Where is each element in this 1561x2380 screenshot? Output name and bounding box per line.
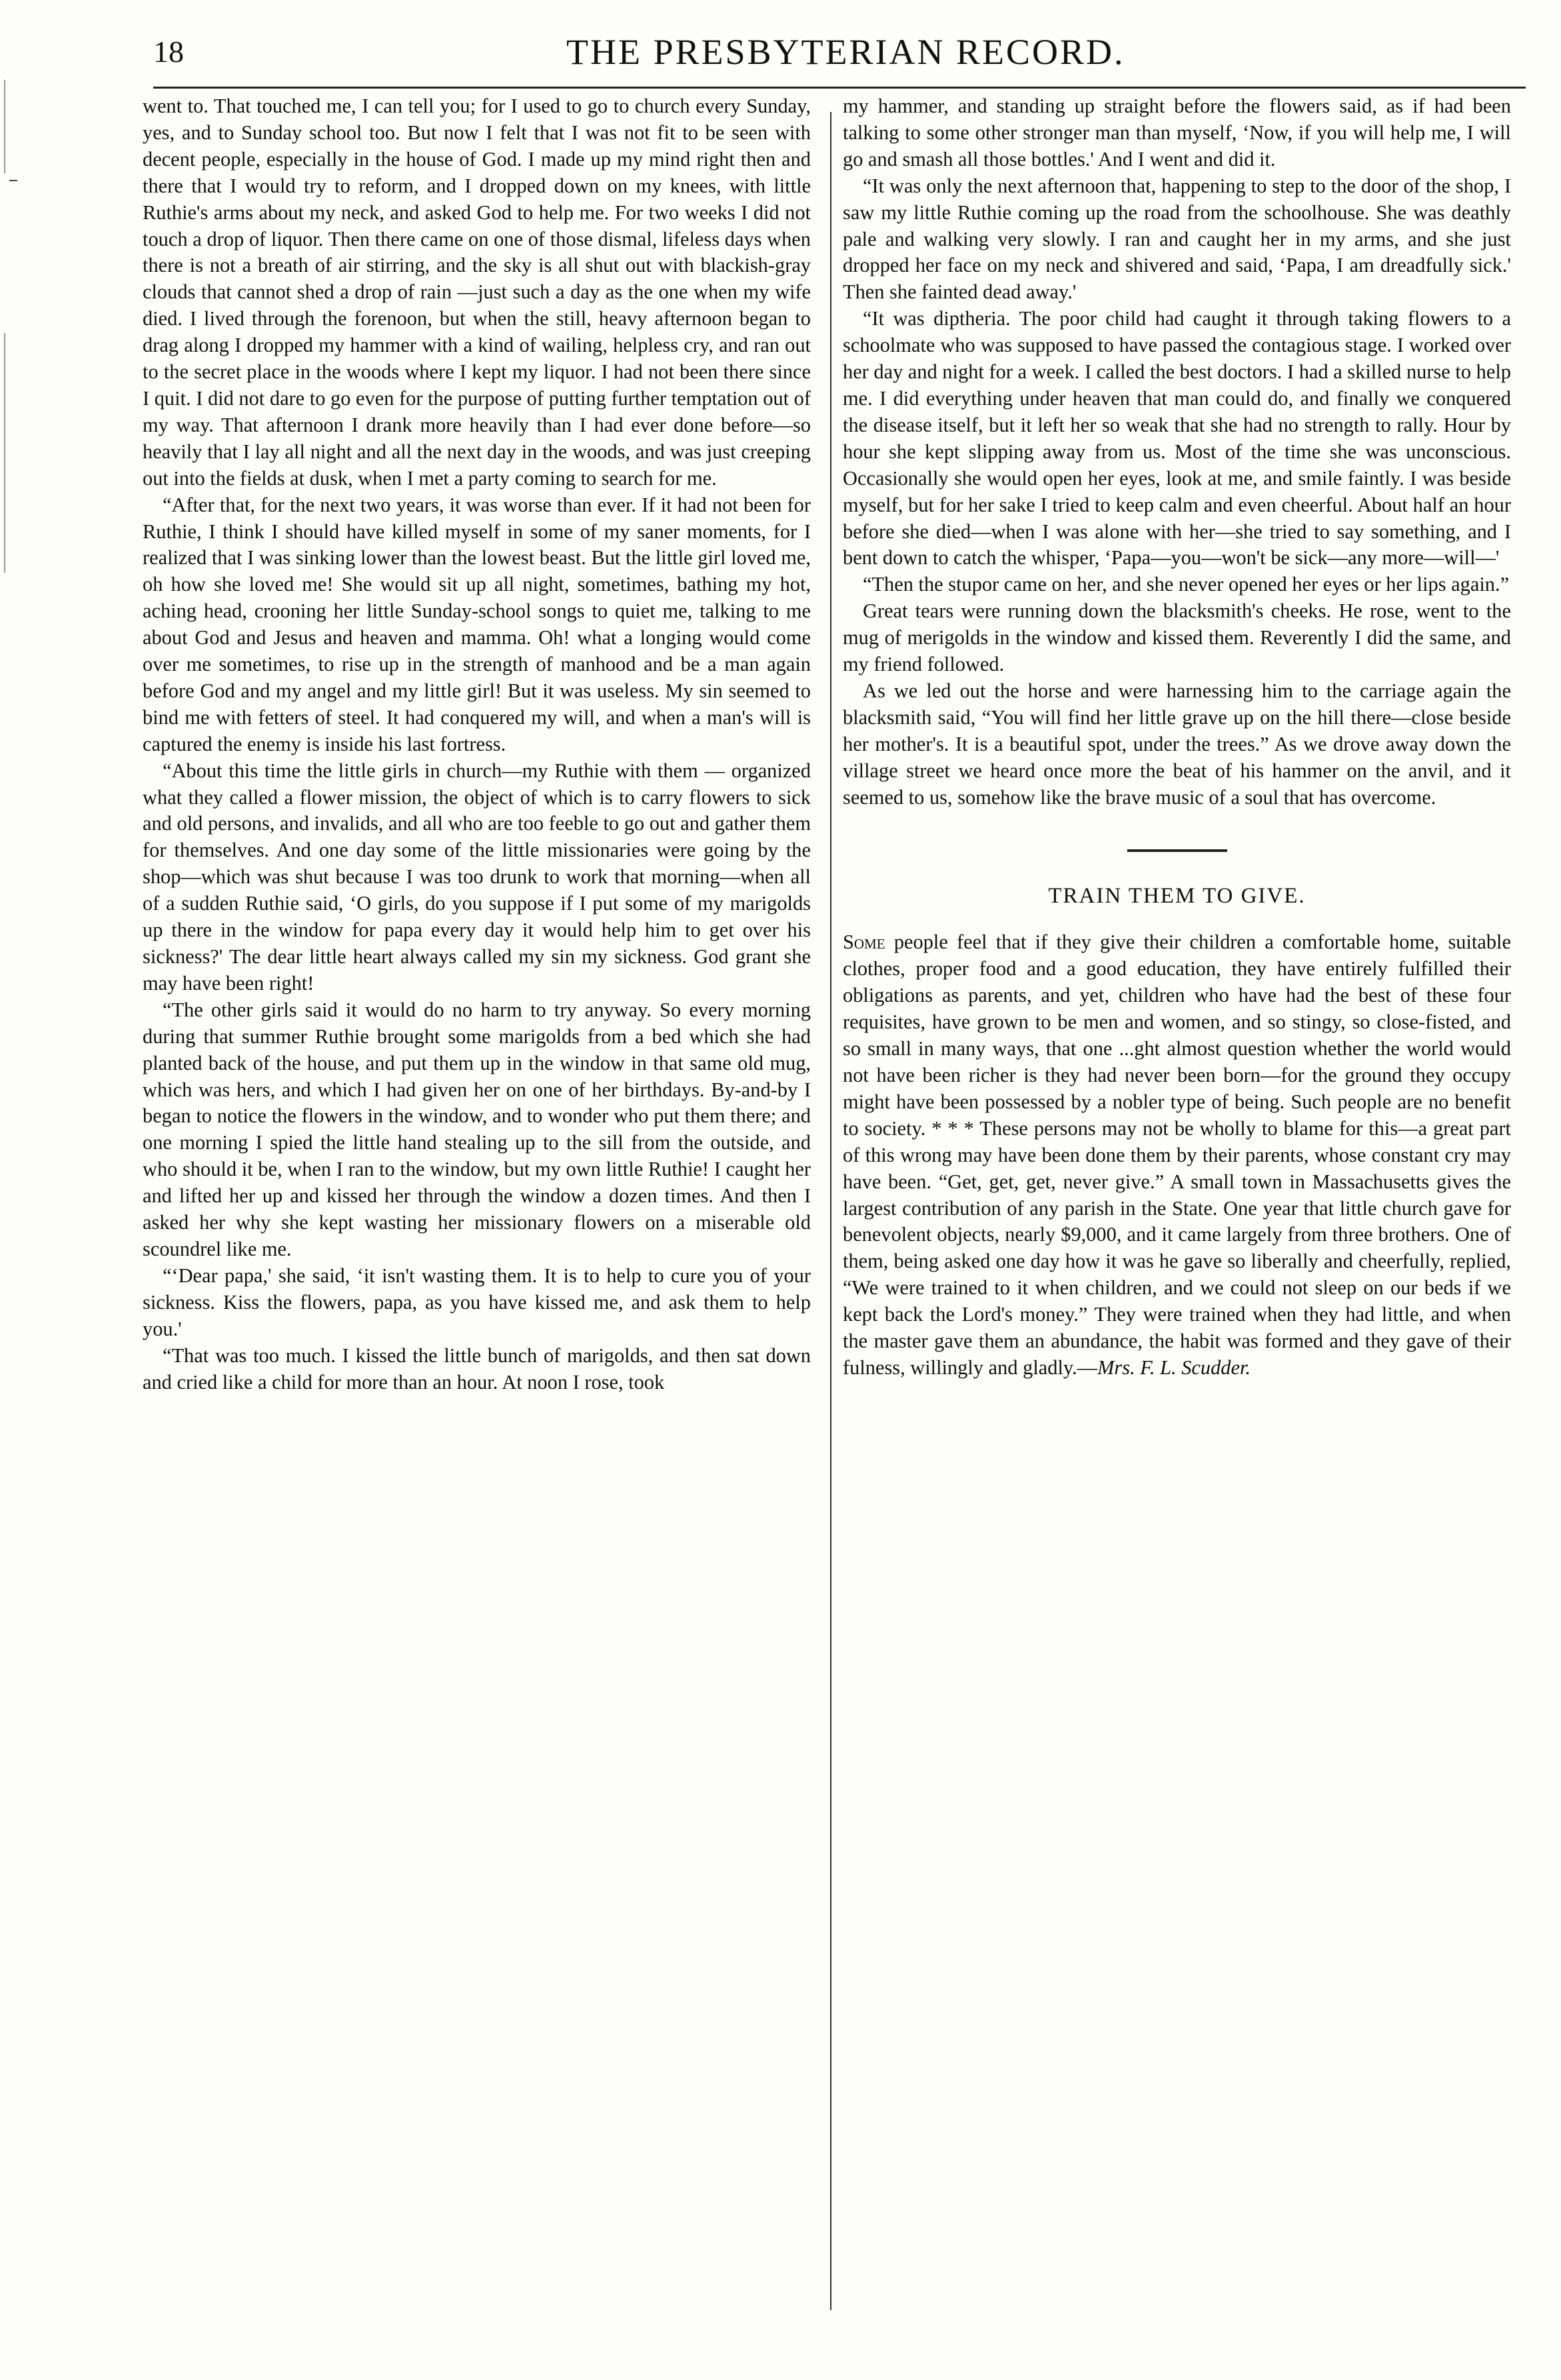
article-lead-word: Some <box>843 931 885 954</box>
left-paragraph: “After that, for the next two years, it was worse than ever. If it had not been for Ruthie, I think I should have killed myself in some of my saner moments, for I realized that I was sinking lower than the lowest beast. But the little girl loved me, oh how she loved me! She would sit up all night, sometimes, bathing my hot, aching head, crooning her little Sunday-school songs to quiet me, talking to me about God and Jesus and heaven and mamma. Oh! what a longing would come over me sometimes, to rise up in the strength of manhood and be a man again before God and my angel and my little girl! But it was useless. My sin seemed to bind me with fetters of steel. It had conquered my will, and when a man's will is captured the enemy is inside his last fortress. <box>143 493 811 755</box>
margin-dash <box>9 180 17 181</box>
left-paragraph: “That was too much. I kissed the little bunch of marigolds, and then sat down and cried like a child for more than an hour. At noon I rose, took <box>143 1344 811 1393</box>
section-divider <box>1127 849 1227 852</box>
article-signature: Mrs. F. L. Scudder. <box>1097 1356 1251 1379</box>
right-paragraph: “It was diptheria. The poor child had caught it through taking flowers to a schoolmate who was supposed to have passed the contagious stage. I worked over her day and night for a week. I called the best doctors. I had a skilled nurse to help me. I did everything under heaven that man could do, and finally we conquered the disease itself, but it left her so weak that she had no strength to rally. Hour by hour she kept slipping away from us. Most of the time she was unconscious. Occasionally she would open her eyes, look at me, and smile faintly. I was beside myself, but for her sake I tried to keep calm and even cheerful. About half an hour before she died—when I was alone with her—she tried to say something, and I bent down to catch the whisper, ‘Papa—you—won't be sick—any more—will—' <box>843 307 1511 570</box>
left-paragraph: “‘Dear papa,' she said, ‘it isn't wasting them. It is to help to cure you of your sickness. Kiss the flowers, papa, as you have kissed me, and ask them to help you.' <box>143 1264 811 1340</box>
column-divider <box>830 112 831 2310</box>
article-title: TRAIN THEM TO GIVE. <box>1048 884 1306 909</box>
page-number: 18 <box>153 35 184 69</box>
running-title: THE PRESBYTERIAN RECORD. <box>566 32 1125 72</box>
article-body <box>843 929 1511 1381</box>
right-paragraph: my hammer, and standing up straight before the flowers said, as if had been talking to some other stronger man than myself, ‘Now, if you will help me, I will go and smash all those bottles.' And I went and did it. <box>843 95 1511 171</box>
left-column <box>143 93 811 1395</box>
right-paragraph: “Then the stupor came on her, and she never opened her eyes or her lips again.” <box>863 573 1510 596</box>
right-paragraph: As we led out the horse and were harnessing him to the carriage again the blacksmith said, “You will find her little grave up on the hill there—close beside her mother's. It is a beautiful spot, under the trees.” As we drove away down the village street we heard once more the beat of his hammer on the anvil, and it seemed to us, somehow like the brave music of a soul that has overcome. <box>843 679 1511 809</box>
right-paragraph: “It was only the next afternoon that, happening to step to the door of the shop, I saw my little Ruthie coming up the road from the schoolhouse. She was deathly pale and walking very slowly. I ran and caught her in my arms, and she just dropped her face on my neck and shivered and said, ‘Papa, I am dreadfully sick.' Then she fainted dead away.' <box>843 174 1511 304</box>
header-rule <box>153 87 1526 89</box>
left-paragraph: “About this time the little girls in church—my Ruthie with them — organized what they called a flower mission, the object of which is to carry flowers to sick and old persons, and invalids, and all who are too feeble to go out and gather them for themselves. And one day some of the little missionaries were going by the shop—which was shut because I was too drunk to work that morning—when all of a sudden Ruthie said, ‘O girls, do you suppose if I put some of my marigolds up there in the window for papa every day it would help him to get over his sickness?' The dear little heart always called my sin my sickness. God grant she may have been right! <box>143 759 811 994</box>
right-paragraph: Great tears were running down the blacksmith's cheeks. He rose, went to the mug of merigolds in the window and kissed them. Reverently I did the same, and my friend followed. <box>843 599 1511 676</box>
margin-bar <box>4 80 5 173</box>
page-header <box>153 32 1526 79</box>
right-column <box>843 93 1511 1382</box>
left-paragraph: went to. That touched me, I can tell you; for I used to go to church every Sunday, yes, and to Sunday school too. But now I felt that I was not fit to be seen with decent people, especially in the house of God. I made up my mind right then and there that I would try to reform, and I dropped down on my knees, with little Ruthie's arms about my neck, and asked God to help me. For two weeks I did not touch a drop of liquor. Then there came on one of those dismal, lifeless days when there is not a breath of air stirring, and the sky is all shut out with blackish-gray clouds that cannot shed a drop of rain —just such a day as the one when my wife died. I lived through the forenoon, but when the still, heavy afternoon began to drag along I dropped my hammer with a kind of wailing, helpless cry, and ran out to the secret place in the woods where I kept my liquor. I had not been there since I quit. I did not dare to go even for the purpose of putting further temptation out of my way. That afternoon I drank more heavily than I had ever done before—so heavily that I lay all night and all the next day in the woods, and was just creeping out into the fields at dusk, when I met a party coming to search for me. <box>143 95 811 490</box>
margin-scan-marks <box>0 0 27 799</box>
article-body-text: people feel that if they give their children a comfortable home, suitable clothes, proper food and a good education, they have entirely fulfilled their obligations as parents, and yet, children who have had the best of these four requisites, have grown to be men and women, and so stingy, so close-fisted, and so small in many ways, that one ...ght almost question whether the world would not have been richer is they had never been born—for the ground they occupy might have been possessed by a nobler type of being. Such people are no benefit to society. * * * These persons may not be wholly to blame for this—a great part of this wrong may have been done them by their parents, whose constant cry may have been. “Get, get, get, never give.” A small town in Massachusetts gives the largest contribution of any parish in the State. One year that little church gave for benevolent objects, nearly $9,000, and it came largely from three brothers. One of them, being asked one day how it was he gave so liberally and cheerfully, replied, “We were trained to it when children, and we could not sleep on our beds if we kept back the Lord's money.” They were trained when they had little, and when the master gave them an abundance, the habit was formed and they gave of their fulness, willingly and gladly.— <box>843 931 1511 1379</box>
left-paragraph: “The other girls said it would do no harm to try anyway. So every morning during that summer Ruthie brought some marigolds from a bed which she had planted back of the house, and put them up in the window in that same old mug, which was hers, and which I had given her on one of her birthdays. By-and-by I began to notice the flowers in the window, and to wonder who put them there; and one morning I spied the little hand stealing up to the sill from the outside, and who should it be, when I ran to the window, but my own little Ruthie! I caught her and lifted her up and kissed her through the window a dozen times. And then I asked her why she kept wasting her missionary flowers on a miserable old scoundrel like me. <box>143 998 811 1260</box>
margin-bar <box>4 333 5 573</box>
